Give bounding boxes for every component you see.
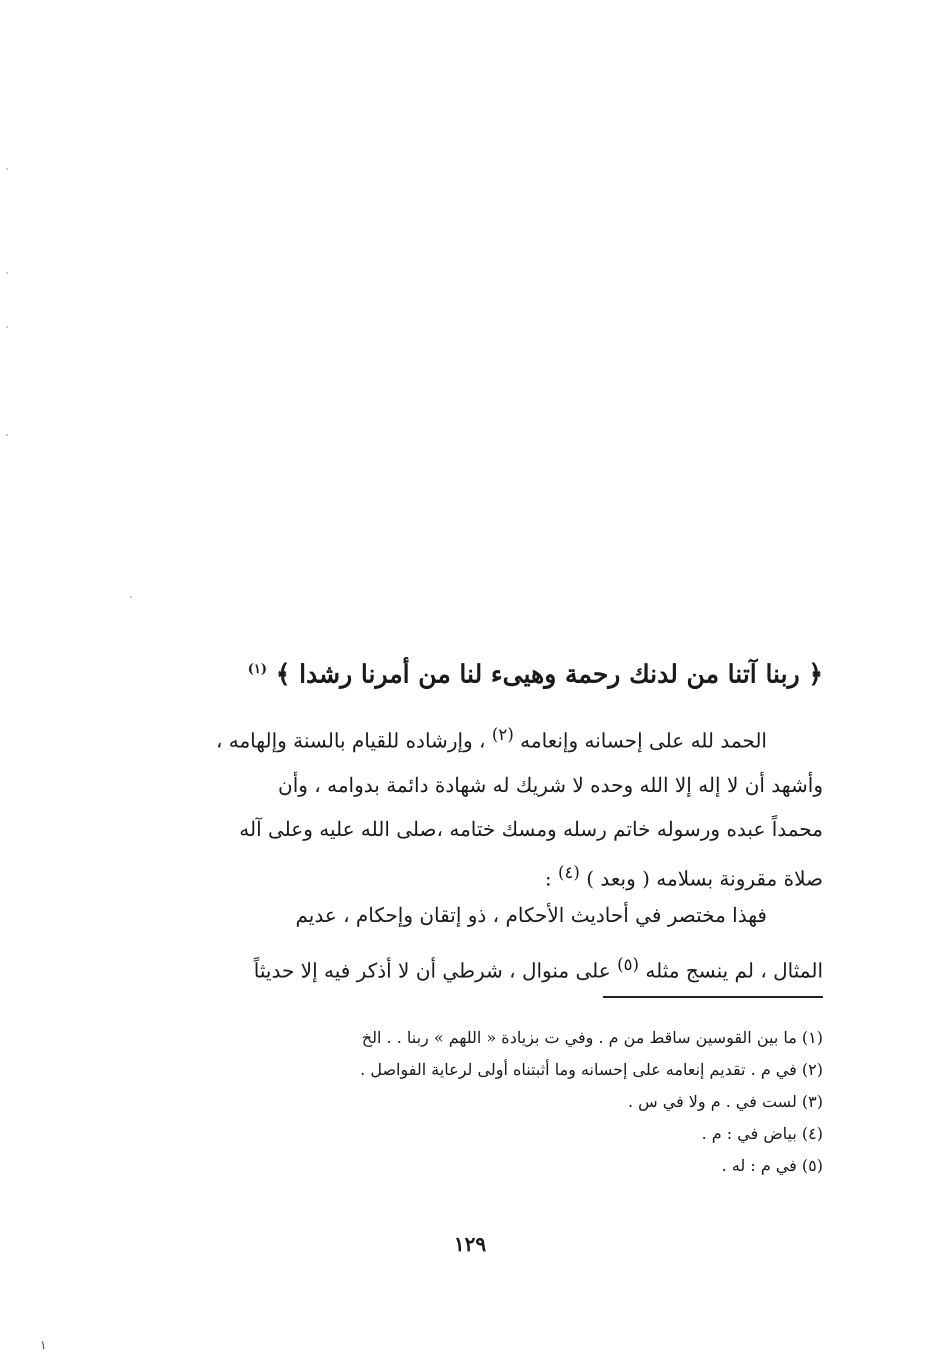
quranic-verse-heading <box>143 650 823 694</box>
text-run: على منوال ، شرطي أن لا أذكر فيه إلا حديثاً <box>253 958 611 983</box>
footnote-separator <box>603 996 823 998</box>
paragraph-line: وأشهد أن لا إله إلا الله وحده لا شريك له شهادة دائمة بدوامه ، وأن <box>278 772 823 797</box>
text-run: المثال ، لم ينسج مثله <box>645 958 823 983</box>
footnote-ref-1: (١) <box>247 662 268 677</box>
footnote-ref-5: (٥) <box>617 955 640 974</box>
page-number: ١٢٩ <box>453 1232 487 1256</box>
footnote: (٥) في م : له . <box>721 1156 823 1175</box>
scan-speck <box>6 434 8 436</box>
text-run: صلاة مقرونة بسلامه ( وبعد ) <box>586 866 823 891</box>
margin-mark: ١ <box>40 1338 47 1352</box>
paragraph-line <box>123 713 823 763</box>
paragraph-line: محمداً عبده ورسوله خاتم رسله ومسك ختامه ،صلى الله عليه وعلى آله <box>239 816 823 841</box>
text-run: ، وإرشاده للقيام بالسنة وإلهامه ، <box>215 728 486 753</box>
paragraph-line <box>123 940 823 996</box>
footnote: (١) ما بين القوسين ساقط من م . وفي ت بزيادة « اللهم » ربنا . . الخ <box>361 1028 823 1047</box>
scan-speck <box>6 272 8 274</box>
paragraph-introduction <box>123 890 823 996</box>
footnote: (٢) في م . تقديم إنعامه على إحسانه وما أثبتناه أولى لرعاية الفواصل . <box>360 1060 823 1079</box>
footnote: (٤) بياض في : م . <box>701 1124 823 1143</box>
footnote-ref-2: (٢) <box>491 725 514 744</box>
scan-speck <box>6 168 8 170</box>
scan-speck <box>130 596 132 598</box>
paragraph-line: فهذا مختصر في أحاديث الأحكام ، ذو إتقان وإحكام ، عديم <box>295 903 767 927</box>
footnotes <box>223 1022 823 1182</box>
verse-text: ﴿ ربنا آتنا من لدنك رحمة وهيىء لنا من أمرنا رشدا ﴾ <box>275 659 823 689</box>
footnote-ref-4: (٤) <box>557 862 580 882</box>
text-run: : <box>544 866 552 891</box>
text-run: الحمد لله على إحسانه وإنعامه <box>520 728 767 753</box>
footnote: (٣) لست في . م ولا في س . <box>627 1092 823 1111</box>
paragraph-praise <box>123 713 823 900</box>
scan-speck <box>6 326 8 328</box>
